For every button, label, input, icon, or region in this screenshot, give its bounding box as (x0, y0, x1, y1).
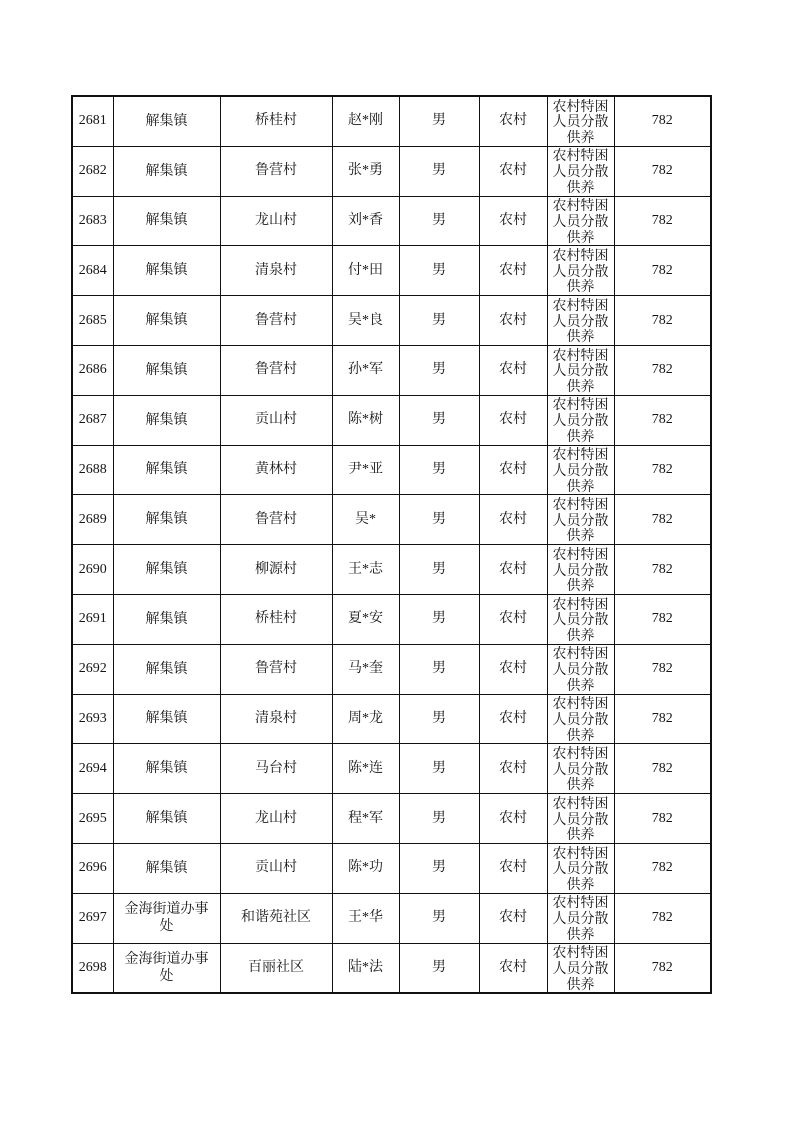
table-row (72, 694, 711, 744)
cell-person-name: 付*田 (332, 246, 399, 296)
cell-serial-number: 2696 (72, 843, 113, 893)
cell-amount: 782 (614, 395, 711, 445)
town-text: 解集镇 (145, 412, 188, 428)
table-row (72, 794, 711, 844)
cell-amount: 782 (614, 893, 711, 943)
cell-town (113, 893, 220, 943)
cell-subsidy-category (547, 744, 614, 794)
cell-person-name: 周*龙 (332, 694, 399, 744)
cell-person-name: 程*军 (332, 794, 399, 844)
cell-town (113, 495, 220, 545)
town-text: 解集镇 (145, 661, 188, 677)
cell-person-name: 夏*安 (332, 594, 399, 644)
table-row (72, 644, 711, 694)
cell-village: 鲁营村 (220, 345, 332, 395)
cell-serial-number: 2682 (72, 146, 113, 196)
cell-village: 鲁营村 (220, 146, 332, 196)
cell-person-name: 赵*刚 (332, 96, 399, 146)
cell-town (113, 395, 220, 445)
subsidy-category-text: 农村特困人员分散供养 (552, 348, 609, 394)
cell-person-name: 陈*树 (332, 395, 399, 445)
subsidy-category-text: 农村特困人员分散供养 (552, 946, 609, 992)
cell-residence-type: 农村 (479, 594, 547, 644)
cell-serial-number: 2687 (72, 395, 113, 445)
cell-amount: 782 (614, 146, 711, 196)
cell-gender: 男 (399, 246, 479, 296)
subsidy-category-text: 农村特困人员分散供养 (552, 796, 609, 842)
cell-serial-number: 2693 (72, 694, 113, 744)
cell-residence-type: 农村 (479, 296, 547, 346)
cell-residence-type: 农村 (479, 644, 547, 694)
cell-amount: 782 (614, 644, 711, 694)
subsidy-category-text: 农村特困人员分散供养 (552, 199, 609, 245)
cell-village: 鲁营村 (220, 644, 332, 694)
cell-town (113, 296, 220, 346)
cell-serial-number: 2685 (72, 296, 113, 346)
table-row (72, 395, 711, 445)
cell-gender: 男 (399, 96, 479, 146)
cell-village: 百丽社区 (220, 943, 332, 993)
cell-subsidy-category (547, 545, 614, 595)
cell-gender: 男 (399, 196, 479, 246)
subsidy-category-text: 农村特困人员分散供养 (552, 149, 609, 195)
cell-town (113, 545, 220, 595)
cell-residence-type: 农村 (479, 196, 547, 246)
cell-amount: 782 (614, 96, 711, 146)
cell-residence-type: 农村 (479, 445, 547, 495)
cell-residence-type: 农村 (479, 495, 547, 545)
cell-person-name: 陆*法 (332, 943, 399, 993)
cell-serial-number: 2695 (72, 794, 113, 844)
cell-amount: 782 (614, 445, 711, 495)
cell-town (113, 246, 220, 296)
cell-village: 贡山村 (220, 395, 332, 445)
cell-subsidy-category (547, 246, 614, 296)
cell-village: 鲁营村 (220, 495, 332, 545)
cell-residence-type: 农村 (479, 146, 547, 196)
cell-residence-type: 农村 (479, 395, 547, 445)
cell-subsidy-category (547, 644, 614, 694)
cell-gender: 男 (399, 445, 479, 495)
cell-gender: 男 (399, 146, 479, 196)
cell-serial-number: 2697 (72, 893, 113, 943)
cell-gender: 男 (399, 495, 479, 545)
cell-gender: 男 (399, 694, 479, 744)
cell-village: 桥桂村 (220, 96, 332, 146)
cell-residence-type: 农村 (479, 694, 547, 744)
town-text: 解集镇 (145, 512, 188, 528)
cell-village: 龙山村 (220, 196, 332, 246)
cell-gender: 男 (399, 794, 479, 844)
cell-amount: 782 (614, 545, 711, 595)
cell-subsidy-category (547, 594, 614, 644)
cell-amount: 782 (614, 943, 711, 993)
cell-serial-number: 2684 (72, 246, 113, 296)
cell-subsidy-category (547, 495, 614, 545)
cell-amount: 782 (614, 345, 711, 395)
cell-residence-type: 农村 (479, 744, 547, 794)
table-row (72, 843, 711, 893)
subsidy-category-text: 农村特困人员分散供养 (552, 498, 609, 544)
subsidy-category-text: 农村特困人员分散供养 (552, 896, 609, 942)
subsidy-roster-table (71, 95, 712, 994)
subsidy-category-text: 农村特困人员分散供养 (552, 249, 609, 295)
cell-person-name: 张*勇 (332, 146, 399, 196)
subsidy-category-text: 农村特困人员分散供养 (552, 398, 609, 444)
table-row (72, 445, 711, 495)
cell-gender: 男 (399, 644, 479, 694)
cell-person-name: 王*志 (332, 545, 399, 595)
cell-town (113, 644, 220, 694)
cell-person-name: 孙*军 (332, 345, 399, 395)
table-row (72, 146, 711, 196)
town-text: 解集镇 (145, 263, 188, 279)
cell-town (113, 594, 220, 644)
cell-serial-number: 2683 (72, 196, 113, 246)
town-text: 解集镇 (145, 562, 188, 578)
cell-serial-number: 2686 (72, 345, 113, 395)
town-text: 金海街道办事处 (124, 902, 209, 935)
cell-town (113, 843, 220, 893)
cell-serial-number: 2688 (72, 445, 113, 495)
cell-town (113, 345, 220, 395)
cell-subsidy-category (547, 345, 614, 395)
subsidy-category-text: 农村特困人员分散供养 (552, 99, 609, 145)
subsidy-category-text: 农村特困人员分散供养 (552, 846, 609, 892)
cell-person-name: 尹*亚 (332, 445, 399, 495)
cell-subsidy-category (547, 296, 614, 346)
town-text: 解集镇 (145, 611, 188, 627)
cell-village: 桥桂村 (220, 594, 332, 644)
table-row (72, 893, 711, 943)
cell-town (113, 445, 220, 495)
cell-residence-type: 农村 (479, 246, 547, 296)
table-row (72, 495, 711, 545)
table-row (72, 943, 711, 993)
cell-gender: 男 (399, 594, 479, 644)
cell-residence-type: 农村 (479, 345, 547, 395)
cell-gender: 男 (399, 843, 479, 893)
cell-subsidy-category (547, 196, 614, 246)
town-text: 解集镇 (145, 711, 188, 727)
cell-serial-number: 2692 (72, 644, 113, 694)
cell-person-name: 刘*香 (332, 196, 399, 246)
cell-subsidy-category (547, 445, 614, 495)
cell-village: 黄林村 (220, 445, 332, 495)
cell-village: 清泉村 (220, 246, 332, 296)
cell-subsidy-category (547, 694, 614, 744)
town-text: 解集镇 (145, 113, 188, 129)
cell-amount: 782 (614, 794, 711, 844)
table-row (72, 296, 711, 346)
cell-serial-number: 2694 (72, 744, 113, 794)
cell-residence-type: 农村 (479, 893, 547, 943)
cell-village: 和谐苑社区 (220, 893, 332, 943)
cell-village: 鲁营村 (220, 296, 332, 346)
subsidy-category-text: 农村特困人员分散供养 (552, 448, 609, 494)
cell-subsidy-category (547, 146, 614, 196)
cell-town (113, 146, 220, 196)
table-row (72, 196, 711, 246)
cell-town (113, 744, 220, 794)
cell-person-name: 马*奎 (332, 644, 399, 694)
town-text: 解集镇 (145, 761, 188, 777)
cell-gender: 男 (399, 296, 479, 346)
cell-subsidy-category (547, 843, 614, 893)
cell-subsidy-category (547, 96, 614, 146)
cell-gender: 男 (399, 545, 479, 595)
cell-village: 柳源村 (220, 545, 332, 595)
cell-person-name: 陈*功 (332, 843, 399, 893)
subsidy-category-text: 农村特困人员分散供养 (552, 547, 609, 593)
town-text: 解集镇 (145, 860, 188, 876)
cell-town (113, 96, 220, 146)
cell-residence-type: 农村 (479, 96, 547, 146)
cell-serial-number: 2691 (72, 594, 113, 644)
table-row (72, 545, 711, 595)
cell-person-name: 吴*良 (332, 296, 399, 346)
subsidy-category-text: 农村特困人员分散供养 (552, 597, 609, 643)
cell-serial-number: 2681 (72, 96, 113, 146)
cell-amount: 782 (614, 246, 711, 296)
roster-body (72, 96, 711, 993)
cell-serial-number: 2698 (72, 943, 113, 993)
town-text: 解集镇 (145, 462, 188, 478)
table-row (72, 246, 711, 296)
town-text: 解集镇 (145, 313, 188, 329)
cell-village: 马台村 (220, 744, 332, 794)
cell-amount: 782 (614, 843, 711, 893)
cell-amount: 782 (614, 296, 711, 346)
cell-village: 清泉村 (220, 694, 332, 744)
cell-gender: 男 (399, 893, 479, 943)
cell-amount: 782 (614, 594, 711, 644)
cell-subsidy-category (547, 395, 614, 445)
cell-amount: 782 (614, 196, 711, 246)
table-row (72, 594, 711, 644)
cell-amount: 782 (614, 495, 711, 545)
cell-town (113, 794, 220, 844)
cell-village: 贡山村 (220, 843, 332, 893)
cell-gender: 男 (399, 744, 479, 794)
cell-town (113, 196, 220, 246)
subsidy-category-text: 农村特困人员分散供养 (552, 298, 609, 344)
cell-residence-type: 农村 (479, 943, 547, 993)
table-row (72, 345, 711, 395)
table-row (72, 96, 711, 146)
subsidy-category-text: 农村特困人员分散供养 (552, 697, 609, 743)
cell-village: 龙山村 (220, 794, 332, 844)
cell-person-name: 吴* (332, 495, 399, 545)
cell-serial-number: 2690 (72, 545, 113, 595)
cell-gender: 男 (399, 943, 479, 993)
subsidy-category-text: 农村特困人员分散供养 (552, 747, 609, 792)
cell-residence-type: 农村 (479, 794, 547, 844)
cell-person-name: 陈*连 (332, 744, 399, 794)
cell-gender: 男 (399, 395, 479, 445)
cell-person-name: 王*华 (332, 893, 399, 943)
town-text: 解集镇 (145, 163, 188, 179)
town-text: 解集镇 (145, 811, 188, 827)
cell-subsidy-category (547, 943, 614, 993)
cell-subsidy-category (547, 893, 614, 943)
town-text: 解集镇 (145, 362, 188, 378)
subsidy-category-text: 农村特困人员分散供养 (552, 647, 609, 693)
town-text: 解集镇 (145, 213, 188, 229)
cell-amount: 782 (614, 694, 711, 744)
cell-subsidy-category (547, 794, 614, 844)
cell-residence-type: 农村 (479, 545, 547, 595)
table-row (72, 744, 711, 794)
town-text: 金海街道办事处 (124, 951, 209, 984)
cell-serial-number: 2689 (72, 495, 113, 545)
cell-town (113, 943, 220, 993)
cell-residence-type: 农村 (479, 843, 547, 893)
cell-gender: 男 (399, 345, 479, 395)
cell-amount: 782 (614, 744, 711, 794)
cell-town (113, 694, 220, 744)
